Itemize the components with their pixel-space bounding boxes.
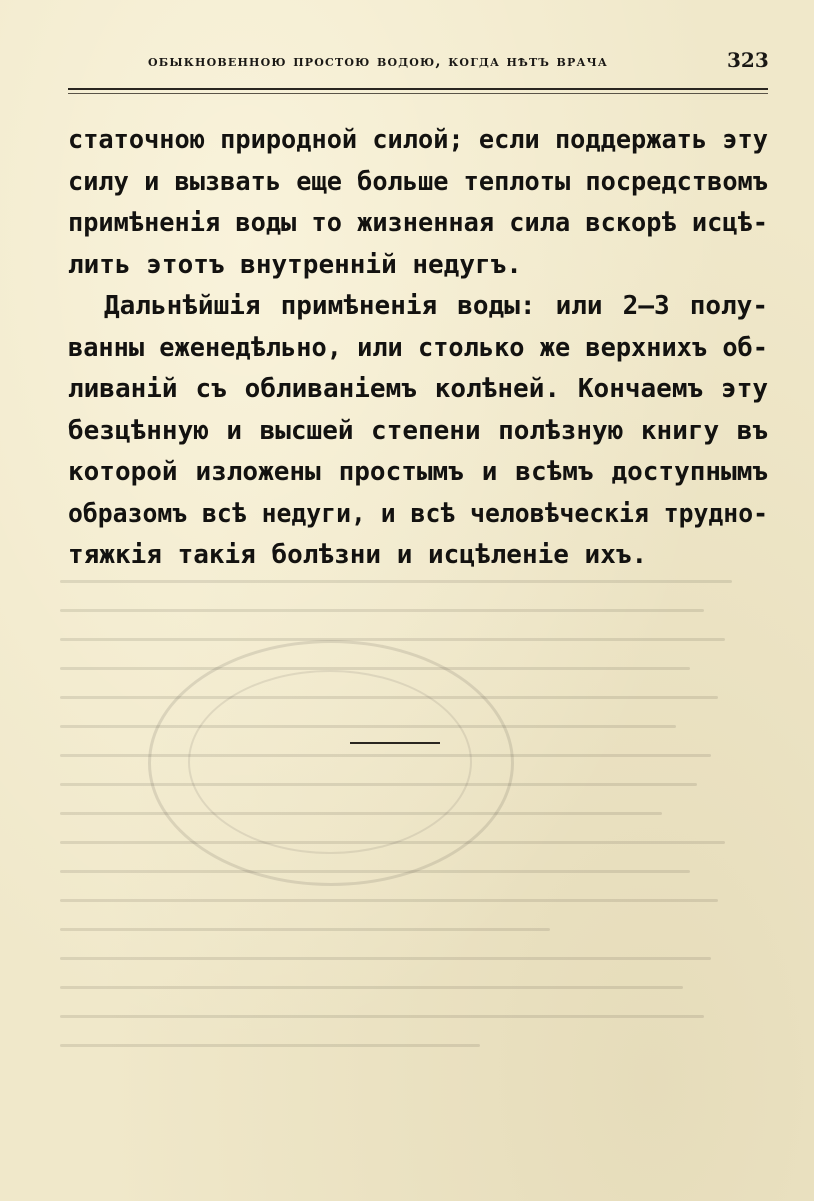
- text-line: безцѣнную и высшей степени полѣзную книгу въ: [68, 415, 768, 446]
- text-line: которой изложены простымъ и всѣмъ доступнымъ: [68, 457, 768, 487]
- page-number: 323: [727, 48, 769, 72]
- header-rule: [68, 88, 768, 90]
- reverse-side-show-through: [60, 580, 760, 1140]
- text-line: образомъ всѣ недуги, и всѣ человѣческія трудно-: [68, 498, 768, 529]
- section-end-rule: [350, 742, 440, 744]
- text-line: примѣненія воды то жизненная сила вскорѣ исцѣ-: [68, 208, 768, 238]
- header-rule-thin: [68, 93, 768, 94]
- page-body-text: [68, 120, 768, 577]
- text-line: статочною природной силой; если поддержать эту: [68, 125, 768, 155]
- running-title: обыкновенною простою водою, когда нѣтъ врача: [148, 52, 609, 70]
- library-stamp-inner: [188, 670, 472, 854]
- text-line: лить этотъ внутренній недугъ.: [68, 249, 522, 280]
- text-line: ливаній съ обливаніемъ колѣней. Кончаемъ эту: [68, 374, 768, 404]
- library-stamp: [148, 640, 514, 886]
- text-line: Дальнѣйшія примѣненія воды: или 2—3 полу-: [104, 291, 768, 321]
- text-line: тяжкія такія болѣзни и исцѣленіе ихъ.: [68, 540, 648, 570]
- text-line: ванны еженедѣльно, или столько же верхнихъ об-: [68, 332, 768, 363]
- text-line: силу и вызвать еще больше теплоты посредствомъ: [68, 166, 768, 197]
